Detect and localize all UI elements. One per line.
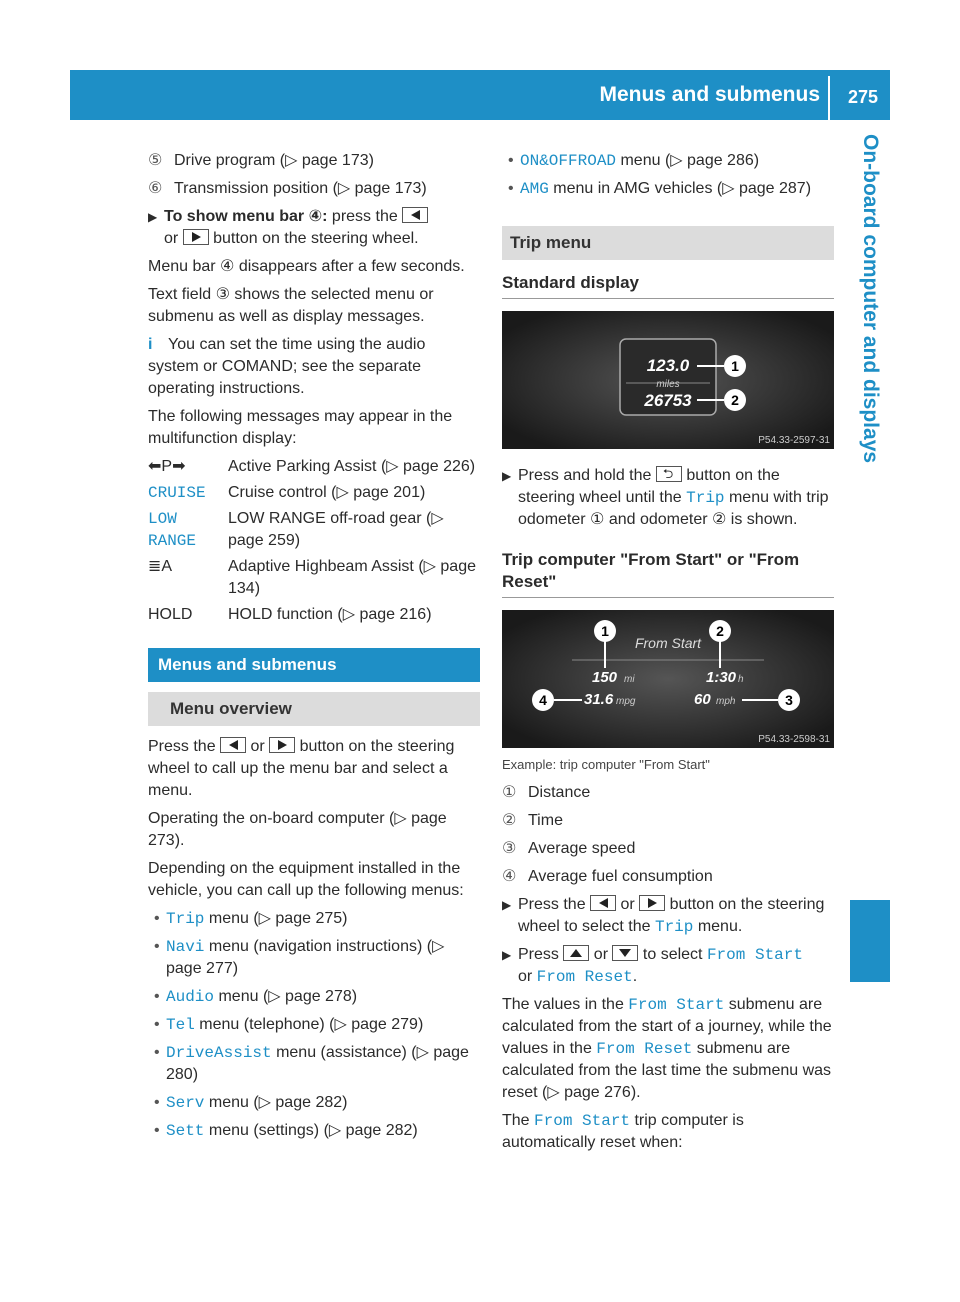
svg-text:h: h — [738, 674, 744, 685]
chapter-marker — [850, 900, 890, 982]
list-item: • ON&OFFROAD menu (▷ page 286) — [502, 150, 834, 172]
legend-item: ④ Average fuel consumption — [502, 868, 713, 885]
svg-text:2: 2 — [716, 623, 724, 639]
step-select-trip: ▶ Press the or button on the steering wheel to select the Trip menu. — [502, 896, 825, 936]
item-drive-program: ⑤ Drive program (▷ page 173) — [148, 152, 374, 169]
svg-text:miles: miles — [656, 379, 680, 390]
svg-text:26753: 26753 — [644, 391, 692, 410]
standard-display-image — [502, 311, 834, 449]
svg-text:60: 60 — [694, 691, 711, 708]
legend-item: ① Distance — [502, 784, 591, 801]
list-item: • Serv menu (▷ page 282) — [148, 1092, 480, 1114]
section-title: Menus and submenus — [148, 648, 480, 682]
list-item: • Tel menu (telephone) (▷ page 279) — [148, 1014, 480, 1036]
step-press-hold: ▶ Press and hold the ⮌ button on the steering wheel until the Trip menu with trip odometer ① and odometer ② is shown. — [502, 465, 834, 531]
highbeam-assist-icon: ≣A — [148, 558, 173, 575]
depending-note: Depending on the equipment installed in the vehicle, you can call up the following menus: — [148, 860, 464, 899]
right-button-icon — [639, 895, 665, 911]
svg-text:mph: mph — [716, 696, 736, 707]
svg-text:150: 150 — [592, 669, 618, 686]
list-item: • Trip menu (▷ page 275) — [148, 908, 480, 930]
back-button-icon — [656, 466, 682, 482]
textfield-note: Text field ③ shows the selected menu or submenu as well as display messages. — [148, 286, 434, 325]
item-transmission: ⑥ Transmission position (▷ page 173) — [148, 180, 427, 197]
header-title: Menus and submenus — [599, 83, 820, 106]
image-code: P54.33-2597-31 — [758, 435, 830, 446]
table-row: CRUISE Cruise control (▷ page 201) — [148, 484, 426, 502]
standard-display-heading: Standard display — [502, 272, 834, 299]
reset-note: The From Start trip computer is automatically reset when: — [502, 1112, 744, 1151]
list-item: • DriveAssist menu (assistance) (▷ page 280) — [148, 1042, 480, 1086]
list-item: • Navi menu (navigation instructions) (▷ page 277) — [148, 936, 480, 980]
section-title-trip: Trip menu — [502, 226, 834, 260]
trip-computer-heading: Trip computer "From Start" or "From Reset" — [502, 549, 834, 598]
list-item: • AMG menu in AMG vehicles (▷ page 287) — [502, 178, 834, 200]
info-note: i You can set the time using the audio system or COMAND; see the separate operating instructions. — [148, 336, 426, 397]
svg-text:1: 1 — [601, 623, 609, 639]
svg-text:123.0: 123.0 — [646, 356, 690, 375]
svg-text:mpg: mpg — [616, 696, 636, 707]
list-item: • Sett menu (settings) (▷ page 282) — [148, 1120, 480, 1142]
right-button-icon — [269, 737, 295, 753]
left-button-icon — [220, 737, 246, 753]
svg-text:1: 1 — [731, 358, 739, 374]
step-arrow-icon: ▶ — [148, 210, 158, 224]
up-button-icon — [563, 945, 589, 961]
right-button-icon — [183, 229, 209, 245]
table-row: ⬅P➡ Active Parking Assist (▷ page 226) — [148, 456, 480, 482]
chapter-sidebar — [850, 122, 890, 592]
step-arrow-icon: ▶ — [502, 469, 512, 483]
chapter-label: On-board computer and displays — [859, 134, 882, 464]
step-arrow-icon: ▶ — [502, 948, 512, 962]
message-table — [148, 456, 480, 630]
step-select-submenu: ▶ Press or to select From Start or From Reset. — [502, 946, 803, 986]
image-code: P54.33-2598-31 — [758, 734, 830, 745]
standard-display-svg — [502, 311, 834, 449]
svg-text:31.6: 31.6 — [584, 691, 614, 708]
legend-item: ② Time — [502, 812, 563, 829]
table-row: LOW RANGE LOW RANGE off-road gear (▷ page 259) — [148, 510, 444, 550]
parking-assist-icon: ⬅P➡ — [148, 458, 186, 475]
step-show-menu-bar: ▶ To show menu bar ④: press the or button on the steering wheel. — [148, 206, 480, 250]
left-button-icon — [402, 207, 428, 223]
press-note: Press the or button on the steering wheel to call up the menu bar and select a menu. — [148, 738, 455, 799]
subsection-title: Menu overview — [148, 692, 480, 726]
left-column — [148, 150, 480, 1148]
page-number: 275 — [847, 87, 878, 107]
down-button-icon — [612, 945, 638, 961]
list-item: • Audio menu (▷ page 278) — [148, 986, 480, 1008]
svg-text:3: 3 — [785, 692, 793, 708]
svg-text:From Start: From Start — [634, 635, 702, 651]
menubar-note: Menu bar ④ disappears after a few seconds. — [148, 258, 465, 275]
svg-text:4: 4 — [539, 692, 547, 708]
image-caption: Example: trip computer "From Start" — [502, 757, 710, 772]
left-button-icon — [590, 895, 616, 911]
page-header — [70, 70, 890, 120]
right-column — [502, 150, 834, 1160]
step-arrow-icon: ▶ — [502, 898, 512, 912]
legend-item: ③ Average speed — [502, 840, 636, 857]
table-row: ≣A Adaptive Highbeam Assist (▷ page 134) — [148, 556, 480, 604]
svg-text:mi: mi — [624, 674, 635, 685]
svg-text:2: 2 — [731, 392, 739, 408]
operating-note: Operating the on-board computer (▷ page 273). — [148, 810, 447, 849]
table-row: HOLD HOLD function (▷ page 216) — [148, 604, 480, 630]
following-messages: The following messages may appear in the multifunction display: — [148, 408, 453, 447]
svg-text:1:30: 1:30 — [706, 669, 737, 686]
info-icon: i — [148, 336, 153, 353]
trip-computer-image — [502, 610, 834, 748]
header-divider — [828, 76, 830, 120]
values-note: The values in the From Start submenu are calculated from the start of a journey, while the values in the From Reset submenu are calculated from the last time the submenu was reset (▷ page 276). — [502, 996, 832, 1101]
hold-icon: HOLD — [148, 606, 193, 623]
trip-computer-svg — [502, 610, 834, 748]
